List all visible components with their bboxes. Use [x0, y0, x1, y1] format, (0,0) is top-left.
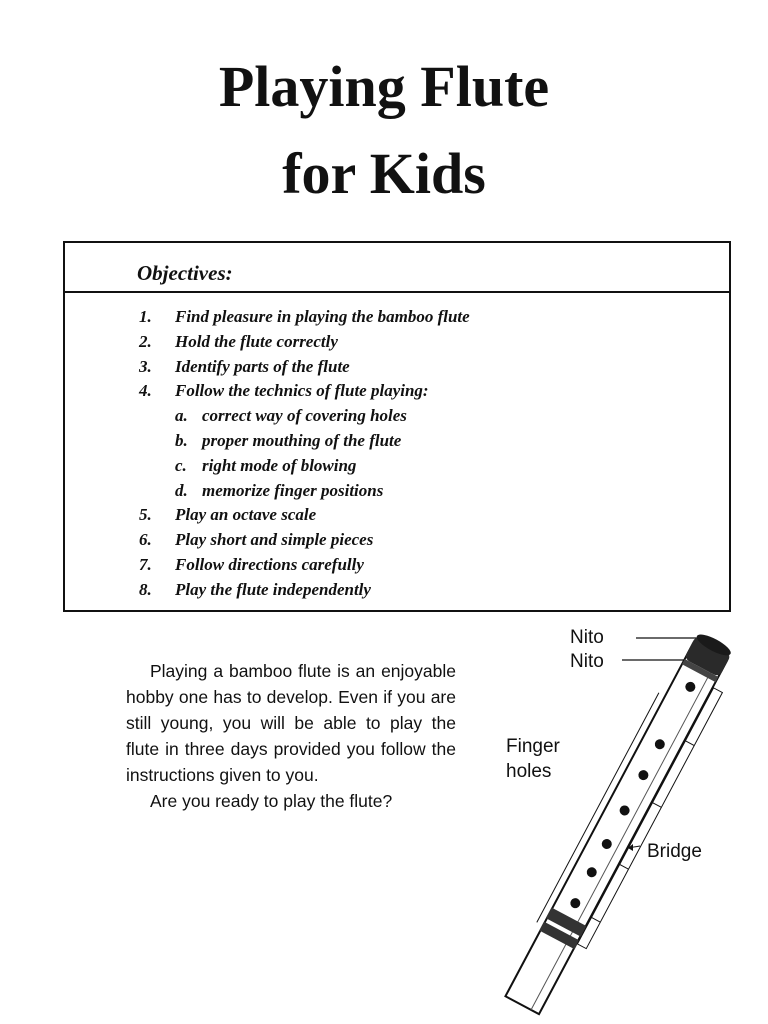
- objective-subitem: d. memorize finger positions: [175, 480, 384, 500]
- objective-item: 8. Play the flute independently: [139, 579, 371, 599]
- objectives-heading: Objectives:: [137, 261, 233, 285]
- objective-item: 3. Identify parts of the flute: [139, 356, 350, 376]
- objective-subitem: b. proper mouthing of the flute: [175, 430, 402, 450]
- intro-paragraph-2: Are you ready to play the flute?: [150, 791, 393, 811]
- objective-item: 1. Find pleasure in playing the bamboo flute: [139, 307, 470, 326]
- objective-item: 6. Play short and simple pieces: [139, 530, 374, 550]
- objective-item: 7. Follow directions carefully: [139, 554, 364, 574]
- objective-subitem: c. right mode of blowing: [175, 455, 357, 475]
- page-title-line-2: for Kids: [282, 141, 486, 206]
- objective-item: 4. Follow the technics of flute playing:: [139, 381, 429, 401]
- objective-item: 5. Play an octave scale: [139, 505, 317, 525]
- flute-shading-line: [531, 657, 719, 1010]
- page-title-line-1: Playing Flute: [218, 54, 550, 119]
- objective-subitem: a. correct way of covering holes: [175, 406, 407, 426]
- label-finger-holes: Finger holes: [506, 736, 560, 782]
- label-nito-1: Nito: [570, 627, 604, 648]
- flute-body: [505, 643, 726, 1014]
- bamboo-flute: [499, 627, 743, 1019]
- label-nito-2: Nito: [570, 651, 604, 672]
- label-bridge: Bridge: [647, 841, 702, 862]
- objective-item: 2. Hold the flute correctly: [139, 331, 338, 351]
- intro-paragraph-1: Playing a bamboo flute is an enjoyable hobby one has to develop. Even if you are still young, you will be able to play the flute in three days provided you follow the instructions given to you.: [126, 661, 456, 785]
